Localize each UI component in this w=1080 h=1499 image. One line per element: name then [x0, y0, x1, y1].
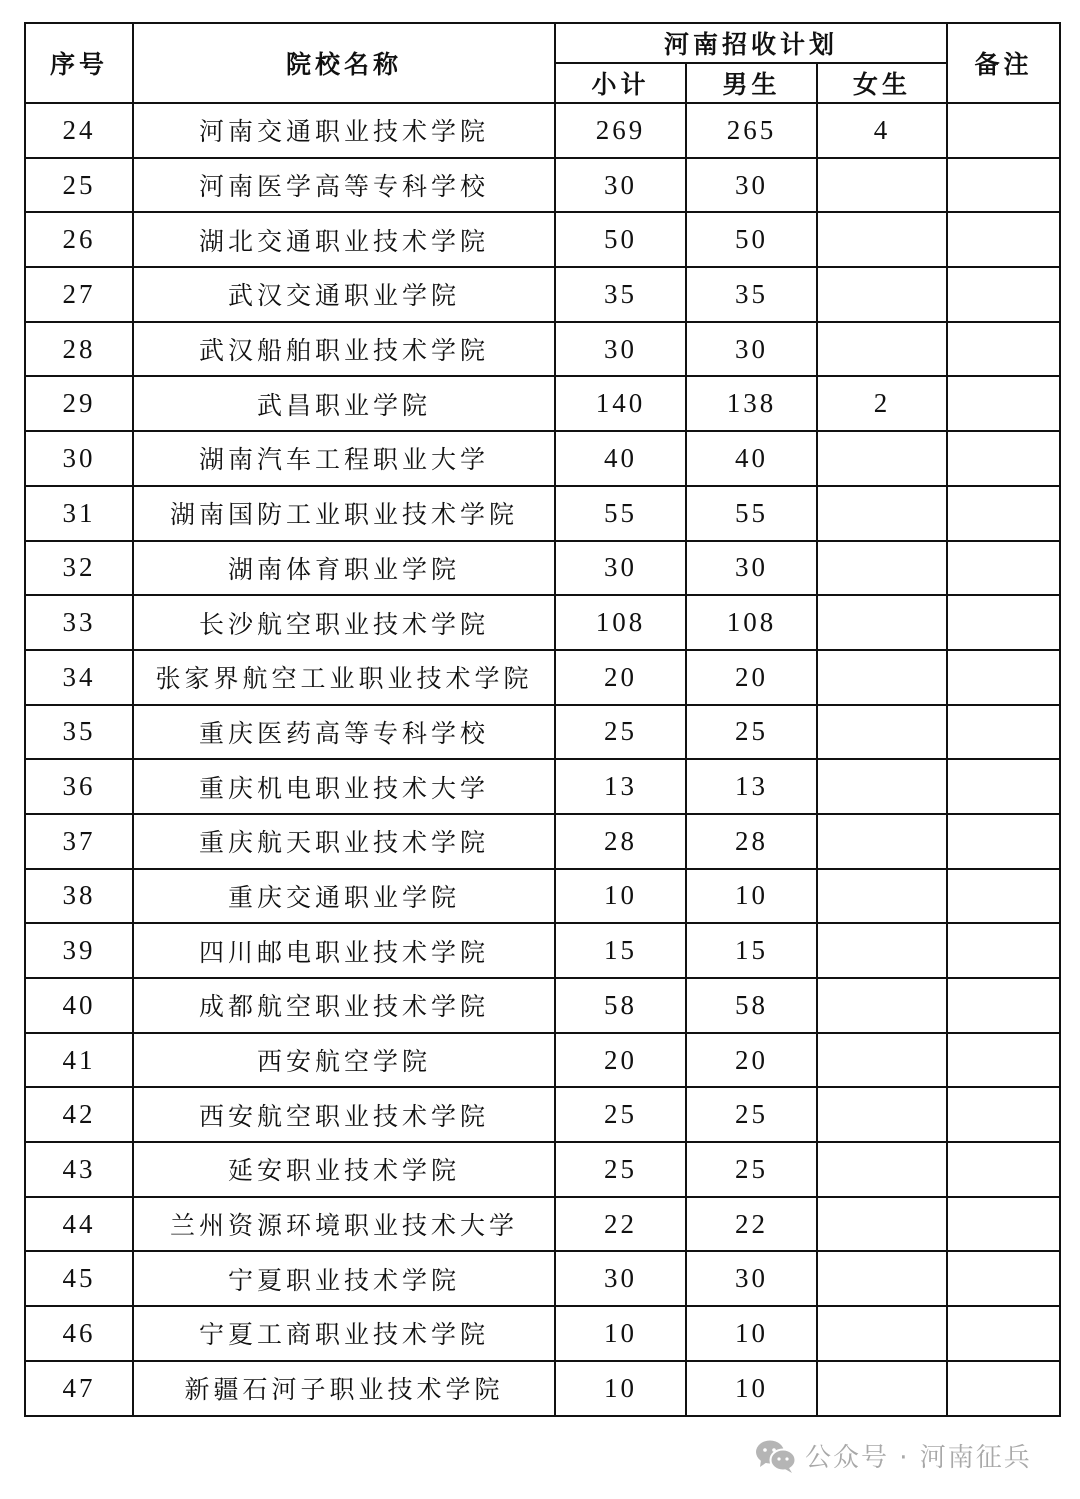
- cell-school-name: 湖南汽车工程职业大学: [133, 431, 555, 486]
- cell-subtotal: 10: [555, 1306, 686, 1361]
- cell-no: 32: [25, 541, 133, 596]
- cell-female: [817, 1033, 947, 1088]
- cell-male: 20: [686, 650, 817, 705]
- cell-male: 40: [686, 431, 817, 486]
- cell-female: [817, 814, 947, 869]
- table-row: [25, 267, 1060, 322]
- cell-note: [947, 212, 1060, 267]
- cell-school-name: 武汉交通职业学院: [133, 267, 555, 322]
- cell-note: [947, 595, 1060, 650]
- cell-no: 29: [25, 376, 133, 431]
- cell-female: [817, 1306, 947, 1361]
- cell-school-name: 湖南体育职业学院: [133, 541, 555, 596]
- cell-note: [947, 814, 1060, 869]
- cell-subtotal: 10: [555, 1361, 686, 1416]
- cell-subtotal: 269: [555, 103, 686, 158]
- table-row: [25, 1197, 1060, 1252]
- cell-subtotal: 25: [555, 1087, 686, 1142]
- cell-subtotal: 50: [555, 212, 686, 267]
- cell-note: [947, 541, 1060, 596]
- cell-no: 44: [25, 1197, 133, 1252]
- cell-note: [947, 705, 1060, 760]
- enrollment-plan-table: [24, 22, 1061, 1417]
- cell-subtotal: 25: [555, 705, 686, 760]
- cell-subtotal: 13: [555, 759, 686, 814]
- cell-no: 42: [25, 1087, 133, 1142]
- table-row: [25, 1087, 1060, 1142]
- watermark-text: 公众号 · 河南征兵: [805, 1443, 1032, 1473]
- cell-note: [947, 1087, 1060, 1142]
- cell-school-name: 延安职业技术学院: [133, 1142, 555, 1197]
- cell-male: 58: [686, 978, 817, 1033]
- cell-note: [947, 869, 1060, 924]
- cell-school-name: 宁夏工商职业技术学院: [133, 1306, 555, 1361]
- cell-no: 24: [25, 103, 133, 158]
- table-row: [25, 1361, 1060, 1416]
- table-body: [25, 103, 1060, 1416]
- cell-female: [817, 923, 947, 978]
- cell-no: 47: [25, 1361, 133, 1416]
- cell-school-name: 重庆交通职业学院: [133, 869, 555, 924]
- header-henan-plan: 河南招收计划: [555, 23, 947, 63]
- table-row: [25, 705, 1060, 760]
- cell-male: 108: [686, 595, 817, 650]
- cell-no: 34: [25, 650, 133, 705]
- cell-male: 50: [686, 212, 817, 267]
- cell-note: [947, 1251, 1060, 1306]
- cell-male: 10: [686, 1361, 817, 1416]
- cell-school-name: 湖南国防工业职业技术学院: [133, 486, 555, 541]
- table-row: [25, 1306, 1060, 1361]
- cell-no: 28: [25, 322, 133, 377]
- cell-no: 40: [25, 978, 133, 1033]
- cell-female: [817, 650, 947, 705]
- cell-school-name: 西安航空学院: [133, 1033, 555, 1088]
- cell-school-name: 武汉船舶职业技术学院: [133, 322, 555, 377]
- table-row: [25, 923, 1060, 978]
- watermark: [755, 1437, 1032, 1474]
- cell-no: 41: [25, 1033, 133, 1088]
- cell-note: [947, 1197, 1060, 1252]
- cell-subtotal: 10: [555, 869, 686, 924]
- cell-note: [947, 923, 1060, 978]
- cell-female: [817, 212, 947, 267]
- table-row: [25, 486, 1060, 541]
- cell-female: [817, 869, 947, 924]
- cell-subtotal: 55: [555, 486, 686, 541]
- header-school-name: 院校名称: [133, 23, 555, 103]
- cell-male: 25: [686, 1142, 817, 1197]
- cell-subtotal: 108: [555, 595, 686, 650]
- table-row: [25, 541, 1060, 596]
- cell-subtotal: 22: [555, 1197, 686, 1252]
- cell-school-name: 宁夏职业技术学院: [133, 1251, 555, 1306]
- cell-subtotal: 58: [555, 978, 686, 1033]
- cell-subtotal: 30: [555, 322, 686, 377]
- cell-note: [947, 759, 1060, 814]
- cell-note: [947, 650, 1060, 705]
- cell-note: [947, 267, 1060, 322]
- cell-school-name: 武昌职业学院: [133, 376, 555, 431]
- cell-note: [947, 1142, 1060, 1197]
- header-subtotal: 小计: [555, 63, 686, 103]
- table-row: [25, 1033, 1060, 1088]
- table-row: [25, 212, 1060, 267]
- cell-male: 13: [686, 759, 817, 814]
- table-row: [25, 1251, 1060, 1306]
- cell-note: [947, 431, 1060, 486]
- cell-male: 30: [686, 322, 817, 377]
- cell-female: [817, 759, 947, 814]
- cell-female: [817, 1087, 947, 1142]
- cell-female: [817, 1251, 947, 1306]
- cell-female: 2: [817, 376, 947, 431]
- cell-school-name: 重庆医药高等专科学校: [133, 705, 555, 760]
- table-row: [25, 595, 1060, 650]
- cell-school-name: 湖北交通职业技术学院: [133, 212, 555, 267]
- cell-female: [817, 486, 947, 541]
- table-row: [25, 322, 1060, 377]
- cell-subtotal: 140: [555, 376, 686, 431]
- cell-female: [817, 1361, 947, 1416]
- cell-male: 15: [686, 923, 817, 978]
- cell-male: 35: [686, 267, 817, 322]
- cell-subtotal: 30: [555, 158, 686, 213]
- table-row: [25, 869, 1060, 924]
- cell-male: 10: [686, 869, 817, 924]
- cell-school-name: 四川邮电职业技术学院: [133, 923, 555, 978]
- cell-school-name: 张家界航空工业职业技术学院: [133, 650, 555, 705]
- table-row: [25, 376, 1060, 431]
- cell-note: [947, 978, 1060, 1033]
- cell-male: 28: [686, 814, 817, 869]
- cell-note: [947, 322, 1060, 377]
- header-note: 备注: [947, 23, 1060, 103]
- table-row: [25, 759, 1060, 814]
- cell-no: 27: [25, 267, 133, 322]
- cell-no: 31: [25, 486, 133, 541]
- header-male: 男生: [686, 63, 817, 103]
- cell-male: 55: [686, 486, 817, 541]
- table-row: [25, 650, 1060, 705]
- cell-school-name: 兰州资源环境职业技术大学: [133, 1197, 555, 1252]
- cell-female: [817, 1197, 947, 1252]
- cell-female: [817, 595, 947, 650]
- cell-male: 20: [686, 1033, 817, 1088]
- table-row: [25, 814, 1060, 869]
- cell-note: [947, 486, 1060, 541]
- cell-subtotal: 20: [555, 650, 686, 705]
- cell-note: [947, 1361, 1060, 1416]
- table-row: [25, 431, 1060, 486]
- cell-male: 25: [686, 1087, 817, 1142]
- cell-school-name: 成都航空职业技术学院: [133, 978, 555, 1033]
- cell-no: 25: [25, 158, 133, 213]
- table-row: [25, 158, 1060, 213]
- cell-female: [817, 541, 947, 596]
- cell-male: 10: [686, 1306, 817, 1361]
- cell-school-name: 西安航空职业技术学院: [133, 1087, 555, 1142]
- wechat-icon: [755, 1439, 797, 1473]
- cell-female: [817, 978, 947, 1033]
- cell-school-name: 重庆机电职业技术大学: [133, 759, 555, 814]
- cell-no: 35: [25, 705, 133, 760]
- cell-note: [947, 1033, 1060, 1088]
- cell-male: 30: [686, 1251, 817, 1306]
- cell-no: 46: [25, 1306, 133, 1361]
- cell-school-name: 新疆石河子职业技术学院: [133, 1361, 555, 1416]
- table-row: [25, 978, 1060, 1033]
- header-female: 女生: [817, 63, 947, 103]
- cell-female: 4: [817, 103, 947, 158]
- cell-female: [817, 1142, 947, 1197]
- table-row: [25, 103, 1060, 158]
- cell-male: 30: [686, 541, 817, 596]
- header-no: 序号: [25, 23, 133, 103]
- cell-subtotal: 30: [555, 1251, 686, 1306]
- cell-no: 39: [25, 923, 133, 978]
- cell-note: [947, 376, 1060, 431]
- cell-school-name: 长沙航空职业技术学院: [133, 595, 555, 650]
- cell-female: [817, 431, 947, 486]
- cell-subtotal: 15: [555, 923, 686, 978]
- cell-no: 30: [25, 431, 133, 486]
- cell-female: [817, 267, 947, 322]
- cell-no: 45: [25, 1251, 133, 1306]
- cell-subtotal: 28: [555, 814, 686, 869]
- cell-female: [817, 322, 947, 377]
- cell-subtotal: 30: [555, 541, 686, 596]
- table-row: [25, 1142, 1060, 1197]
- cell-female: [817, 158, 947, 213]
- cell-note: [947, 103, 1060, 158]
- cell-subtotal: 35: [555, 267, 686, 322]
- cell-male: 265: [686, 103, 817, 158]
- cell-subtotal: 20: [555, 1033, 686, 1088]
- cell-subtotal: 25: [555, 1142, 686, 1197]
- cell-school-name: 河南医学高等专科学校: [133, 158, 555, 213]
- cell-school-name: 河南交通职业技术学院: [133, 103, 555, 158]
- cell-subtotal: 40: [555, 431, 686, 486]
- cell-male: 25: [686, 705, 817, 760]
- cell-female: [817, 705, 947, 760]
- cell-no: 43: [25, 1142, 133, 1197]
- cell-male: 138: [686, 376, 817, 431]
- cell-male: 30: [686, 158, 817, 213]
- cell-no: 26: [25, 212, 133, 267]
- cell-note: [947, 1306, 1060, 1361]
- cell-no: 37: [25, 814, 133, 869]
- cell-no: 38: [25, 869, 133, 924]
- cell-note: [947, 158, 1060, 213]
- cell-school-name: 重庆航天职业技术学院: [133, 814, 555, 869]
- cell-no: 36: [25, 759, 133, 814]
- cell-no: 33: [25, 595, 133, 650]
- cell-male: 22: [686, 1197, 817, 1252]
